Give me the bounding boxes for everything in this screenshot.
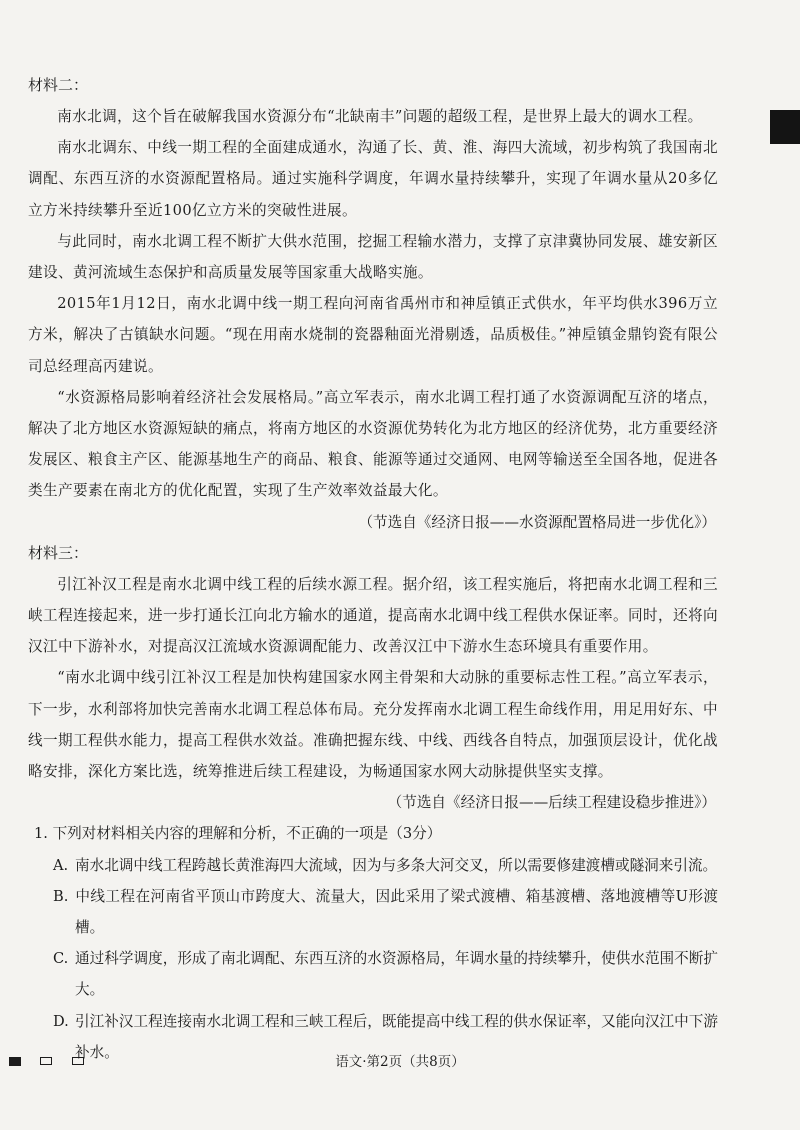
question-stem: 1. 下列对材料相关内容的理解和分析，不正确的一项是（3分）: [34, 825, 442, 843]
material-two-paragraph: 南水北调东、中线一期工程的全面建成通水，沟通了长、黄、淮、海四大流域，初步构筑了我国南北调配、东西互济的水资源配置格局。通过实施科学调度，年调水量持续攀升，实现了年调水量从20多亿立方米持续攀升至近100亿立方米的突破性进展。: [28, 139, 718, 219]
option-key: C.: [53, 950, 69, 968]
material-two-paragraph: 南水北调，这个旨在破解我国水资源分布“北缺南丰”问题的超级工程，是世界上最大的调水工程。: [57, 108, 703, 125]
material-three-source: （节选自《经济日报——后续工程建设稳步推进》）: [387, 794, 716, 812]
option-text: 引江补汉工程连接南水北调工程和三峡工程后，既能提高中线工程的供水保证率，又能向汉江中下游补水。: [75, 1012, 718, 1061]
material-three-paragraph: “南水北调中线引江补汉工程是加快构建国家水网主骨架和大动脉的重要标志性工程。”高立军表示，下一步，水利部将加快完善南水北调工程总体布局。充分发挥南水北调工程生命线作用，用足用好东、中线一期工程供水能力，提高工程供水效益。准确把握东线、中线、西线各自特点，加强顶层设计，优化战略安排，深化方案比选，统筹推进后续工程建设，为畅通国家水网大动脉提供坚实支撑。: [28, 669, 718, 781]
option-a: [53, 850, 718, 881]
material-three-paragraph: 引江补汉工程是南水北调中线工程的后续水源工程。据介绍，该工程实施后，将把南水北调工程和三峡工程连接起来，进一步打通长江向北方输水的通道，提高南水北调中线工程供水保证率。同时，还将向汉江中下游补水，对提高汉江流域水资源调配能力、改善汉江中下游水生态环境具有重要作用。: [28, 575, 718, 656]
page-content: [28, 70, 718, 1068]
material-two-paragraph: “水资源格局影响着经济社会发展格局。”高立军表示，南水北调工程打通了水资源调配互济的堵点，解决了北方地区水资源短缺的痛点，将南方地区的水资源优势转化为北方地区的经济优势，北方重要经济发展区、粮食主产区、能源基地生产的商品、粮食、能源等通过交通网、电网等输送至全国各地，促进各类生产要素在南北方的优化配置，实现了生产效率效益最大化。: [28, 388, 718, 500]
option-key: B.: [53, 887, 69, 905]
option-text: 南水北调中线工程跨越长黄淮海四大流域，因为与多条大河交叉，所以需要修建渡槽或隧洞来引流。: [75, 856, 718, 874]
material-three-heading: 材料三：: [28, 543, 89, 562]
page-number: 语文·第2页（共8页）: [335, 1054, 465, 1070]
material-two-paragraph: 与此同时，南水北调工程不断扩大供水范围，挖掘工程输水潜力，支撑了京津冀协同发展、雄安新区建设、黄河流域生态保护和高质量发展等国家重大战略实施。: [28, 232, 718, 282]
material-two-heading: 材料二：: [28, 76, 89, 94]
option-key: D.: [53, 1012, 69, 1030]
material-three: [28, 538, 718, 819]
page-footer: [0, 1050, 800, 1074]
material-two: [28, 70, 718, 538]
side-marker: [770, 110, 800, 144]
option-key: A.: [53, 856, 69, 874]
material-two-paragraph: 2015年1月12日，南水北调中线一期工程向河南省禹州市和神垕镇正式供水，年平均供水396万立方米，解决了古镇缺水问题。“现在用南水烧制的瓷器釉面光滑剔透，品质极佳。”神垕镇金鼎钧瓷有限公司总经理高丙建说。: [28, 295, 718, 375]
option-text: 通过科学调度，形成了南北调配、东西互济的水资源格局，年调水量的持续攀升，使供水范围不断扩大。: [75, 950, 718, 999]
option-b: [53, 881, 718, 943]
question-one: [28, 818, 718, 1068]
option-text: 中线工程在河南省平顶山市跨度大、流量大，因此采用了梁式渡槽、箱基渡槽、落地渡槽等U形渡槽。: [75, 887, 718, 937]
material-two-source: （节选自《经济日报——水资源配置格局进一步优化》）: [358, 513, 716, 531]
option-c: [53, 943, 718, 1005]
